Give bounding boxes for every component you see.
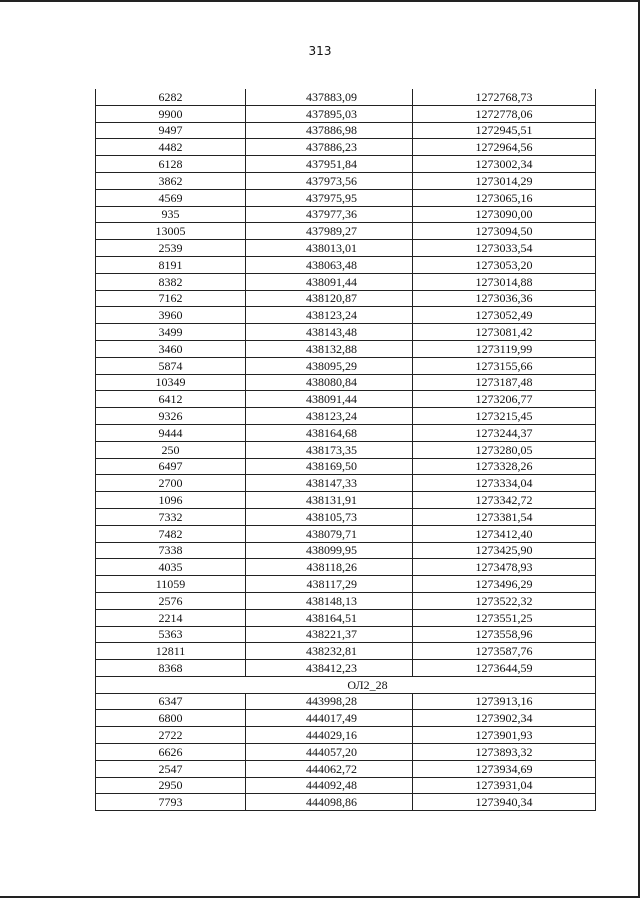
table-row <box>96 424 596 441</box>
x-coordinate-cell: 437989,27 <box>246 223 413 240</box>
table-row <box>96 458 596 475</box>
table-row <box>96 357 596 374</box>
y-coordinate-cell: 1273551,25 <box>413 609 596 626</box>
point-number-cell: 2539 <box>96 240 246 257</box>
point-number-cell: 3960 <box>96 307 246 324</box>
y-coordinate-cell: 1273334,04 <box>413 475 596 492</box>
table-row <box>96 525 596 542</box>
x-coordinate-cell: 438118,26 <box>246 559 413 576</box>
point-number-cell: 8368 <box>96 660 246 677</box>
point-number-cell: 6800 <box>96 710 246 727</box>
table-row <box>96 89 596 105</box>
point-number-cell: 6282 <box>96 89 246 105</box>
x-coordinate-cell: 438147,33 <box>246 475 413 492</box>
x-coordinate-cell: 437886,98 <box>246 122 413 139</box>
y-coordinate-cell: 1273478,93 <box>413 559 596 576</box>
scan-border-top <box>0 0 640 2</box>
y-coordinate-cell: 1273065,16 <box>413 189 596 206</box>
table-row <box>96 223 596 240</box>
point-number-cell: 12811 <box>96 643 246 660</box>
point-number-cell: 3499 <box>96 324 246 341</box>
y-coordinate-cell: 1273090,00 <box>413 206 596 223</box>
table-row <box>96 273 596 290</box>
point-number-cell: 5874 <box>96 357 246 374</box>
table-row <box>96 240 596 257</box>
x-coordinate-cell: 438131,91 <box>246 492 413 509</box>
table-row <box>96 643 596 660</box>
y-coordinate-cell: 1273033,54 <box>413 240 596 257</box>
x-coordinate-cell: 443998,28 <box>246 693 413 710</box>
x-coordinate-cell: 438105,73 <box>246 508 413 525</box>
table-row <box>96 660 596 677</box>
point-number-cell: 13005 <box>96 223 246 240</box>
coordinates-table <box>95 89 596 811</box>
x-coordinate-cell: 444098,86 <box>246 794 413 811</box>
table-row <box>96 777 596 794</box>
x-coordinate-cell: 438164,68 <box>246 424 413 441</box>
x-coordinate-cell: 444017,49 <box>246 710 413 727</box>
x-coordinate-cell: 437951,84 <box>246 156 413 173</box>
table-row <box>96 492 596 509</box>
table-row <box>96 727 596 744</box>
x-coordinate-cell: 438099,95 <box>246 542 413 559</box>
point-number-cell: 7332 <box>96 508 246 525</box>
table-row <box>96 744 596 761</box>
point-number-cell: 7162 <box>96 290 246 307</box>
point-number-cell: 4569 <box>96 189 246 206</box>
y-coordinate-cell: 1272778,06 <box>413 105 596 122</box>
table-row <box>96 256 596 273</box>
table-row <box>96 172 596 189</box>
x-coordinate-cell: 437973,56 <box>246 172 413 189</box>
y-coordinate-cell: 1273496,29 <box>413 576 596 593</box>
point-number-cell: 7338 <box>96 542 246 559</box>
point-number-cell: 10349 <box>96 374 246 391</box>
table-row <box>96 542 596 559</box>
y-coordinate-cell: 1272768,73 <box>413 89 596 105</box>
x-coordinate-cell: 438123,24 <box>246 408 413 425</box>
table-row <box>96 408 596 425</box>
x-coordinate-cell: 437977,36 <box>246 206 413 223</box>
point-number-cell: 1096 <box>96 492 246 509</box>
point-number-cell: 2950 <box>96 777 246 794</box>
y-coordinate-cell: 1273587,76 <box>413 643 596 660</box>
point-number-cell: 11059 <box>96 576 246 593</box>
table-row <box>96 794 596 811</box>
point-number-cell: 7793 <box>96 794 246 811</box>
x-coordinate-cell: 444029,16 <box>246 727 413 744</box>
y-coordinate-cell: 1273558,96 <box>413 626 596 643</box>
table-row <box>96 139 596 156</box>
table-row <box>96 626 596 643</box>
point-number-cell: 2576 <box>96 592 246 609</box>
y-coordinate-cell: 1273934,69 <box>413 760 596 777</box>
point-number-cell: 3460 <box>96 340 246 357</box>
x-coordinate-cell: 444092,48 <box>246 777 413 794</box>
x-coordinate-cell: 438079,71 <box>246 525 413 542</box>
y-coordinate-cell: 1273014,88 <box>413 273 596 290</box>
y-coordinate-cell: 1273187,48 <box>413 374 596 391</box>
table-row <box>96 105 596 122</box>
x-coordinate-cell: 438013,01 <box>246 240 413 257</box>
point-number-cell: 2547 <box>96 760 246 777</box>
x-coordinate-cell: 438117,29 <box>246 576 413 593</box>
x-coordinate-cell: 437975,95 <box>246 189 413 206</box>
page-number: 313 <box>308 44 332 58</box>
table-row <box>96 290 596 307</box>
x-coordinate-cell: 438232,81 <box>246 643 413 660</box>
table-row <box>96 324 596 341</box>
point-number-cell: 6347 <box>96 693 246 710</box>
point-number-cell: 8382 <box>96 273 246 290</box>
point-number-cell: 3862 <box>96 172 246 189</box>
point-number-cell: 2722 <box>96 727 246 744</box>
x-coordinate-cell: 438221,37 <box>246 626 413 643</box>
point-number-cell: 250 <box>96 441 246 458</box>
table-row <box>96 391 596 408</box>
x-coordinate-cell: 438063,48 <box>246 256 413 273</box>
section-header-row <box>96 676 596 693</box>
x-coordinate-cell: 438173,35 <box>246 441 413 458</box>
x-coordinate-cell: 437895,03 <box>246 105 413 122</box>
y-coordinate-cell: 1273901,93 <box>413 727 596 744</box>
y-coordinate-cell: 1273893,32 <box>413 744 596 761</box>
point-number-cell: 6412 <box>96 391 246 408</box>
x-coordinate-cell: 438164,51 <box>246 609 413 626</box>
y-coordinate-cell: 1273328,26 <box>413 458 596 475</box>
x-coordinate-cell: 438095,29 <box>246 357 413 374</box>
table-row <box>96 576 596 593</box>
table-row <box>96 475 596 492</box>
point-number-cell: 7482 <box>96 525 246 542</box>
x-coordinate-cell: 438091,44 <box>246 391 413 408</box>
y-coordinate-cell: 1273644,59 <box>413 660 596 677</box>
point-number-cell: 5363 <box>96 626 246 643</box>
x-coordinate-cell: 444057,20 <box>246 744 413 761</box>
table-row <box>96 206 596 223</box>
y-coordinate-cell: 1273036,36 <box>413 290 596 307</box>
y-coordinate-cell: 1273931,04 <box>413 777 596 794</box>
y-coordinate-cell: 1273381,54 <box>413 508 596 525</box>
point-number-cell: 2700 <box>96 475 246 492</box>
y-coordinate-cell: 1273002,34 <box>413 156 596 173</box>
table-row <box>96 156 596 173</box>
table-row <box>96 693 596 710</box>
point-number-cell: 9900 <box>96 105 246 122</box>
y-coordinate-cell: 1273119,99 <box>413 340 596 357</box>
y-coordinate-cell: 1272945,51 <box>413 122 596 139</box>
point-number-cell: 2214 <box>96 609 246 626</box>
x-coordinate-cell: 437886,23 <box>246 139 413 156</box>
x-coordinate-cell: 437883,09 <box>246 89 413 105</box>
table-row <box>96 609 596 626</box>
y-coordinate-cell: 1273280,05 <box>413 441 596 458</box>
table-row <box>96 374 596 391</box>
x-coordinate-cell: 438143,48 <box>246 324 413 341</box>
y-coordinate-cell: 1273902,34 <box>413 710 596 727</box>
y-coordinate-cell: 1273940,34 <box>413 794 596 811</box>
y-coordinate-cell: 1273913,16 <box>413 693 596 710</box>
point-number-cell: 4482 <box>96 139 246 156</box>
point-number-cell: 8191 <box>96 256 246 273</box>
table-row <box>96 122 596 139</box>
section-label: ОЛ2_28 <box>96 676 596 693</box>
y-coordinate-cell: 1273215,45 <box>413 408 596 425</box>
y-coordinate-cell: 1273206,77 <box>413 391 596 408</box>
y-coordinate-cell: 1273522,32 <box>413 592 596 609</box>
x-coordinate-cell: 438091,44 <box>246 273 413 290</box>
y-coordinate-cell: 1273425,90 <box>413 542 596 559</box>
point-number-cell: 6128 <box>96 156 246 173</box>
coordinates-table-body <box>96 89 596 811</box>
y-coordinate-cell: 1273094,50 <box>413 223 596 240</box>
table-row <box>96 592 596 609</box>
y-coordinate-cell: 1273412,40 <box>413 525 596 542</box>
y-coordinate-cell: 1273244,37 <box>413 424 596 441</box>
point-number-cell: 4035 <box>96 559 246 576</box>
point-number-cell: 9444 <box>96 424 246 441</box>
point-number-cell: 6626 <box>96 744 246 761</box>
table-row <box>96 710 596 727</box>
y-coordinate-cell: 1273342,72 <box>413 492 596 509</box>
y-coordinate-cell: 1273052,49 <box>413 307 596 324</box>
point-number-cell: 9326 <box>96 408 246 425</box>
table-row <box>96 508 596 525</box>
y-coordinate-cell: 1273053,20 <box>413 256 596 273</box>
x-coordinate-cell: 438080,84 <box>246 374 413 391</box>
table-row <box>96 307 596 324</box>
x-coordinate-cell: 438132,88 <box>246 340 413 357</box>
table-row <box>96 559 596 576</box>
table-row <box>96 441 596 458</box>
x-coordinate-cell: 444062,72 <box>246 760 413 777</box>
x-coordinate-cell: 438412,23 <box>246 660 413 677</box>
x-coordinate-cell: 438169,50 <box>246 458 413 475</box>
point-number-cell: 935 <box>96 206 246 223</box>
point-number-cell: 6497 <box>96 458 246 475</box>
table-row <box>96 189 596 206</box>
x-coordinate-cell: 438148,13 <box>246 592 413 609</box>
y-coordinate-cell: 1273081,42 <box>413 324 596 341</box>
table-row <box>96 760 596 777</box>
y-coordinate-cell: 1273014,29 <box>413 172 596 189</box>
point-number-cell: 9497 <box>96 122 246 139</box>
y-coordinate-cell: 1272964,56 <box>413 139 596 156</box>
table-row <box>96 340 596 357</box>
y-coordinate-cell: 1273155,66 <box>413 357 596 374</box>
x-coordinate-cell: 438123,24 <box>246 307 413 324</box>
x-coordinate-cell: 438120,87 <box>246 290 413 307</box>
